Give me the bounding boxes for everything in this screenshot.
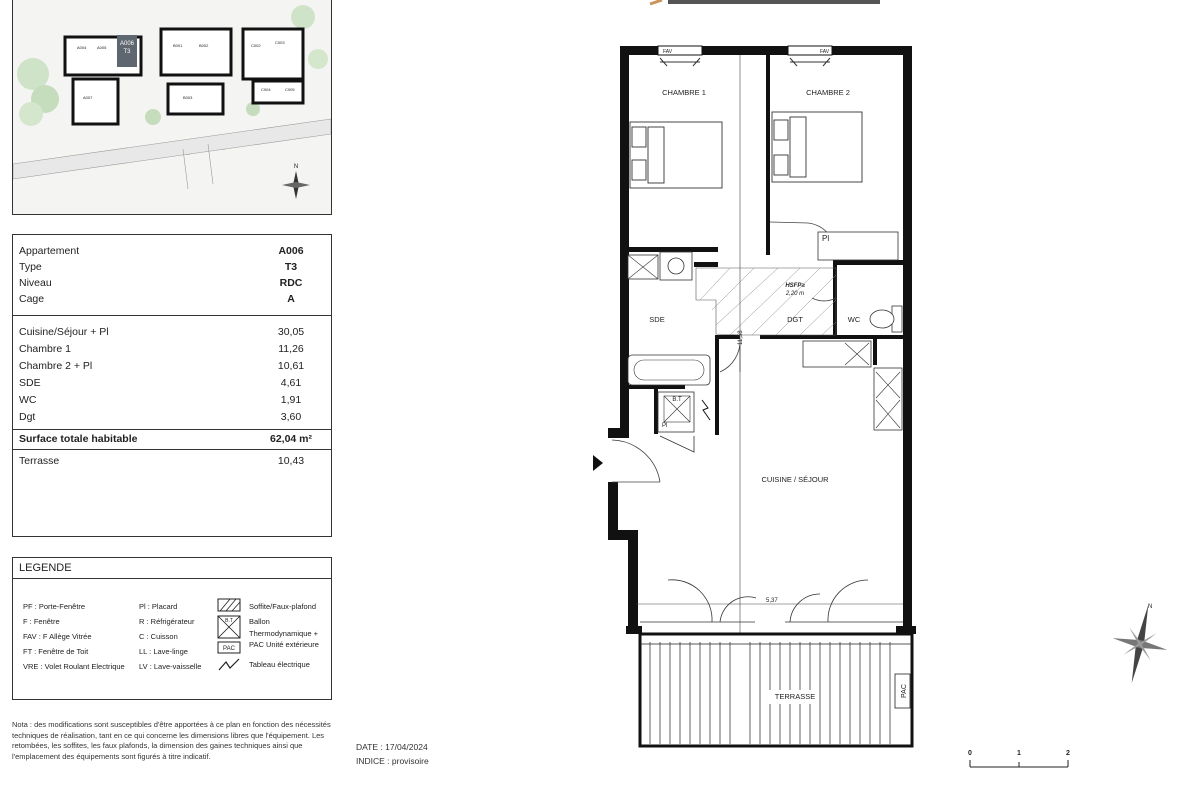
surface-row: Cuisine/Séjour + Pl 30,05 <box>19 326 305 338</box>
unit-label: C002 <box>251 43 261 48</box>
floor-plan <box>580 0 940 790</box>
room-label-dgt: DGT <box>787 315 803 324</box>
room-label-sejour: CUISINE / SÉJOUR <box>761 475 829 484</box>
highlight-unit-label: A006 <box>119 41 135 47</box>
legend-col-3: Soffite/Faux-plafond Ballon Thermodynamique + PAC Unité extérieure Tableau électrique <box>249 602 319 669</box>
bed-icon <box>772 112 862 182</box>
tree-icon <box>145 109 161 125</box>
terrasse-row: Terrasse 10,43 <box>19 455 305 467</box>
compass-icon <box>1108 598 1174 693</box>
placard-label: Pl <box>662 423 668 429</box>
unit-label: A005 <box>97 45 107 50</box>
fav-label: FAV <box>663 49 673 55</box>
floor-plan-drawing <box>580 0 940 790</box>
divider <box>13 578 331 579</box>
info-row: Appartement A006 <box>19 245 304 257</box>
hsfp-value: 2,20 m <box>785 291 805 297</box>
room-label-chambre1: CHAMBRE 1 <box>662 88 706 97</box>
tree-icon <box>19 102 43 126</box>
highlight-unit-type: T3 <box>123 49 131 55</box>
unit-label: B001 <box>173 43 183 48</box>
info-row: Cage A <box>19 293 295 305</box>
toilet-icon <box>870 306 902 332</box>
logo-text-fragment <box>668 0 880 4</box>
svg-text:B.T: B.T <box>225 618 233 624</box>
total-surface-row: Surface totale habitable 62,04 m² <box>19 433 313 445</box>
unit-label: C003 <box>275 40 285 45</box>
divider <box>13 429 331 430</box>
svg-text:PAC: PAC <box>223 646 235 652</box>
disclaimer-note: Nota : des modifications sont susceptibles d'être apportées à ce plan en fonction des nécessités techniques de réalisation, tant en ce qui concerne les dimensions libres que l'équipement. Les retombées, les soffites, les faux plafonds, la dimension des gaines techniques ainsi que l'emplacement des équipements sont figurés à titre indicatif. <box>12 720 331 761</box>
room-label-terrasse: TERRASSE <box>774 692 816 701</box>
north-label: N <box>293 164 299 170</box>
legend-box <box>12 557 332 700</box>
legend-title: LEGENDE <box>19 562 72 574</box>
bt-label: B.T <box>672 397 682 403</box>
site-plan-thumbnail <box>12 0 332 215</box>
scale-tick-0: 0 <box>968 750 972 757</box>
unit-label: A004 <box>77 45 87 50</box>
soffite-hatch-icon <box>218 599 240 611</box>
legend-col-1: PF : Porte-Fenêtre F : Fenêtre FAV : F Allège Vitrée FT : Fenêtre de Toit VRE : Volet Roulant Electrique <box>23 602 125 671</box>
scale-tick-1: 1 <box>1017 750 1021 757</box>
indice-text: INDICE : provisoire <box>356 756 429 766</box>
soffite-area <box>696 268 836 335</box>
room-label-chambre2: CHAMBRE 2 <box>806 88 850 97</box>
ballon-thermodynamique-icon <box>218 616 240 638</box>
surface-row: SDE 4,61 <box>19 377 302 389</box>
entrance-arrow-icon <box>593 455 603 471</box>
surface-row: WC 1,91 <box>19 394 302 406</box>
placard-label: Pl <box>822 234 830 243</box>
hsfp-label: HSFP≥ <box>785 283 805 289</box>
date-text: DATE : 17/04/2024 <box>356 742 428 752</box>
terrasse-area <box>640 634 912 746</box>
pac-label: PAC <box>901 684 908 698</box>
surface-row: Chambre 1 11,26 <box>19 343 304 355</box>
pac-unit-icon <box>218 642 240 653</box>
surface-row: Chambre 2 + Pl 10,61 <box>19 360 305 372</box>
apartment-info-table <box>12 234 332 537</box>
legend-col-2: Pl : Placard R : Réfrigérateur C : Cuisson LL : Lave-linge LV : Lave-vaisselle <box>139 602 202 671</box>
divider <box>13 449 331 450</box>
room-label-wc: WC <box>847 315 861 324</box>
info-row: Niveau RDC <box>19 277 303 289</box>
unit-label: C004 <box>261 87 271 92</box>
unit-label: B003 <box>183 95 193 100</box>
unit-label: B002 <box>199 43 209 48</box>
bed-icon <box>630 122 722 188</box>
surface-row: Dgt 3,60 <box>19 411 302 423</box>
electrical-panel-icon <box>219 659 239 670</box>
legend-icons <box>217 598 243 676</box>
scale-tick-2: 2 <box>1066 750 1070 757</box>
dimension-depth: 11,58 <box>738 330 744 345</box>
dimension-width: 5,37 <box>766 598 778 604</box>
tree-icon <box>291 5 315 29</box>
unit-label: A007 <box>83 95 93 100</box>
divider <box>13 315 331 316</box>
unit-label: C005 <box>285 87 295 92</box>
logo-mark <box>650 0 662 4</box>
bathtub-icon <box>628 355 710 385</box>
fav-label: FAV <box>820 49 830 55</box>
date-block <box>356 740 429 768</box>
info-row: Type T3 <box>19 261 298 273</box>
site-plan-drawing <box>13 0 331 214</box>
electrical-panel-icon <box>702 400 710 420</box>
scale-bar <box>960 745 1080 780</box>
room-label-sde: SDE <box>649 315 665 324</box>
placard <box>818 232 898 260</box>
sink-icon <box>660 252 692 280</box>
compass-north-label: N <box>1148 604 1153 610</box>
tree-icon <box>308 49 328 69</box>
